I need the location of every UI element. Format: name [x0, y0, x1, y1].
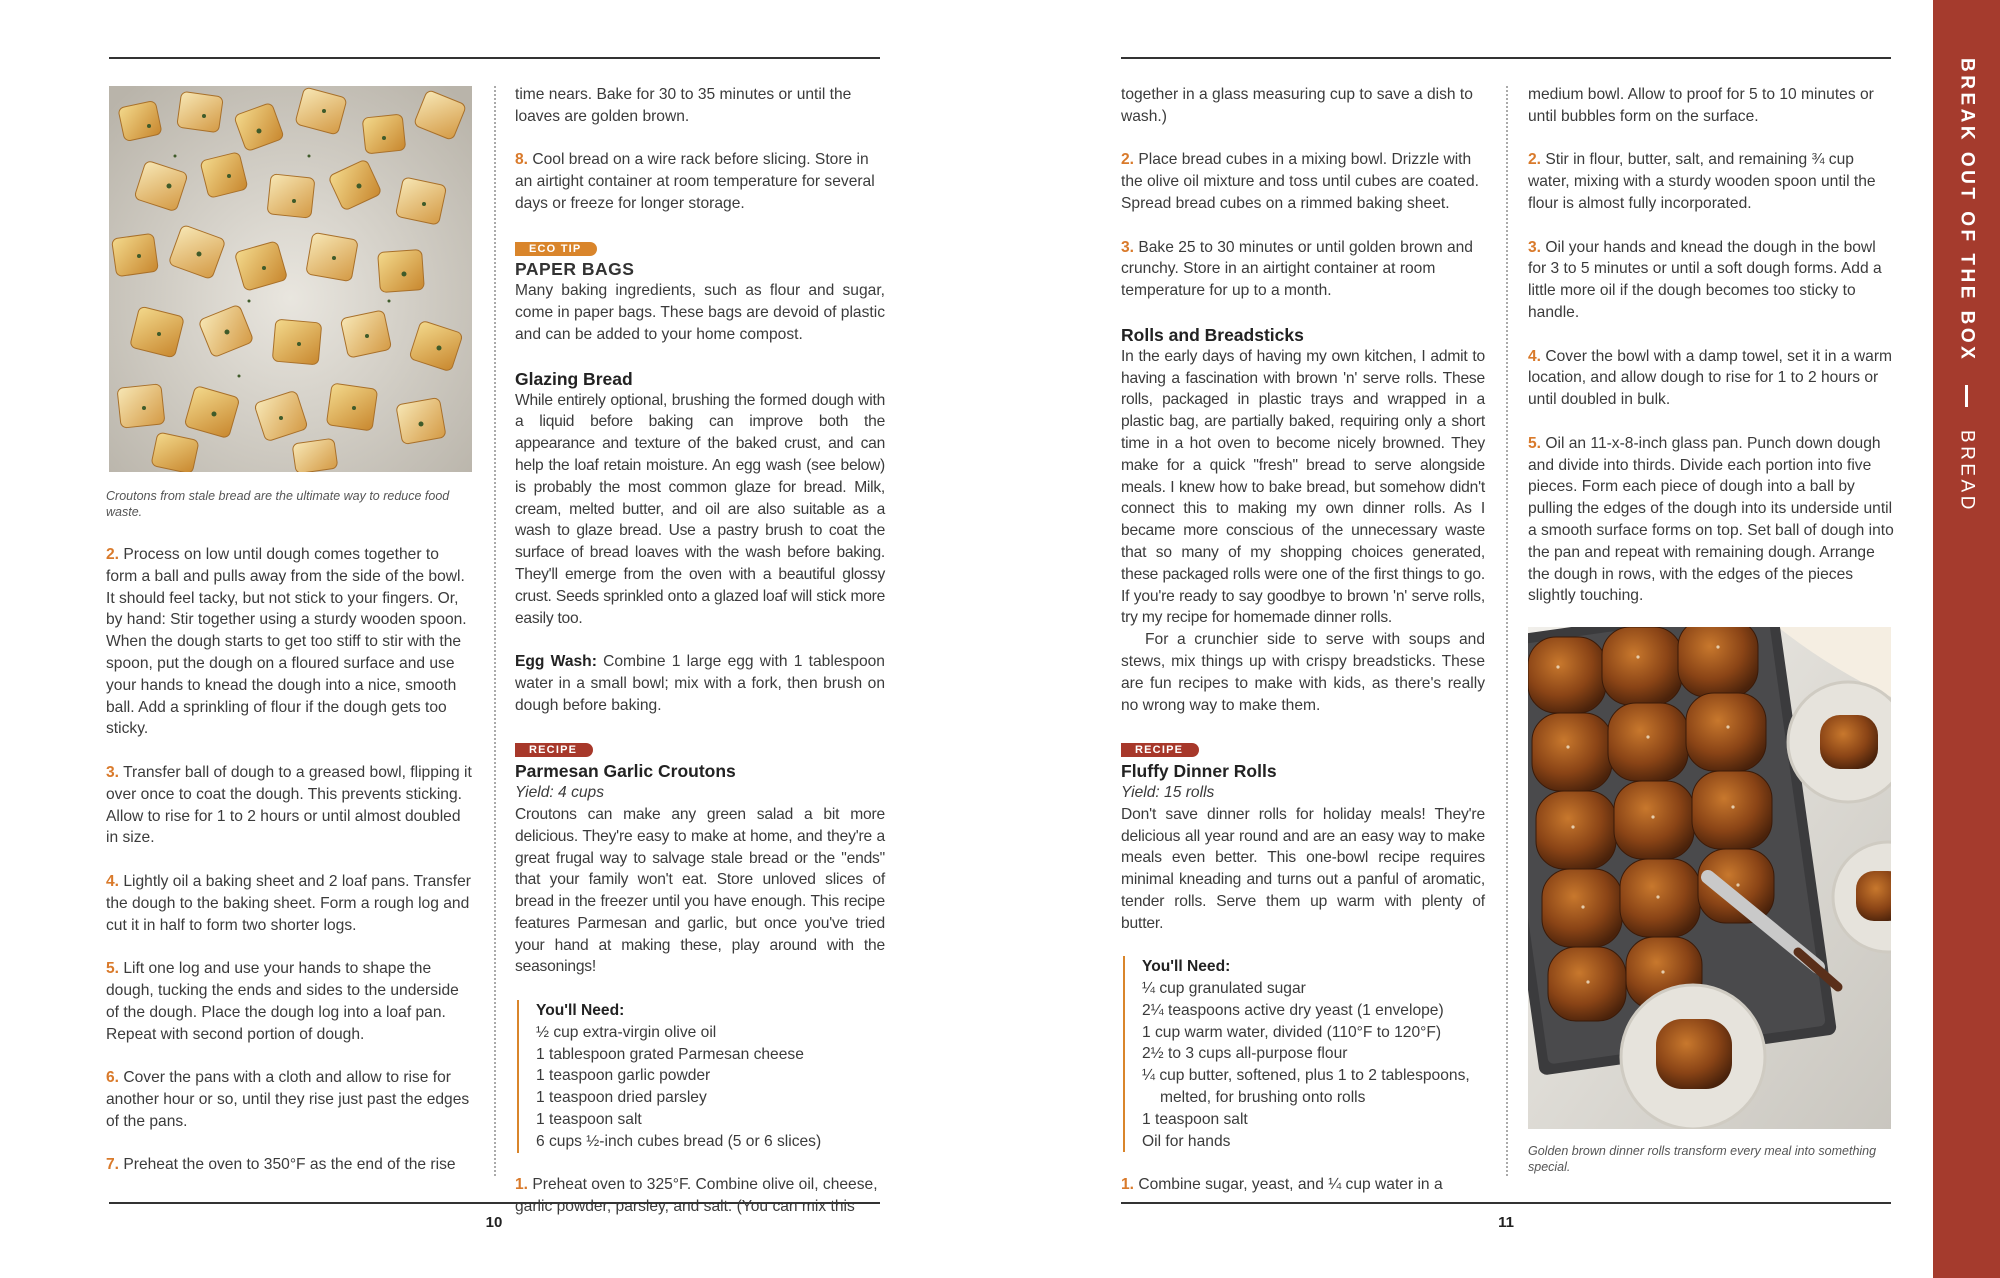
- recipe-title: Fluffy Dinner Rolls: [1121, 760, 1277, 781]
- recipe-title: Parmesan Garlic Croutons: [515, 761, 736, 782]
- ingredient-item: 6 cups ½-inch cubes bread (5 or 6 slices): [536, 1132, 822, 1150]
- rolls-breadsticks-p2: For a crunchier side to serve with soups and stews, mix things up with crispy breadsticks. These are fun recipes to make with kids, as there's really no wrong way to make them.: [1121, 631, 1485, 714]
- bread-step-continued: time nears. Bake for 30 to 35 minutes or until the loaves are golden brown.: [515, 86, 852, 125]
- column-divider: [1506, 86, 1508, 1176]
- chapter-sidebar-label: [1956, 58, 1978, 513]
- ingredient-item: 1 teaspoon salt: [1142, 1110, 1248, 1128]
- step-7: 7. Preheat the oven to 350°F as the end of the rise: [106, 1156, 456, 1174]
- column-divider: [494, 86, 496, 1176]
- step-3: 3. Transfer ball of dough to a greased bowl, flipping it over once to coat the dough. This prevents sticking. Allow to rise for 1 to 2 hours or until almost doubled in size.: [106, 763, 472, 847]
- rolls-breadsticks-title: Rolls and Breadsticks: [1121, 324, 1304, 345]
- eco-tip-tag: ECO TIP: [515, 242, 597, 256]
- page-number-left: 10: [485, 1214, 503, 1231]
- ingredient-item: ½ cup extra-virgin olive oil: [536, 1023, 717, 1041]
- recipe-yield: Yield: 4 cups: [515, 784, 605, 802]
- recipe-step-1: 1. Preheat oven to 325°F. Combine olive oil, cheese, garlic powder, parsley, and salt. (You can mix this: [515, 1176, 878, 1216]
- ingredients-list: [517, 1000, 885, 1153]
- step-3: 3. Oil your hands and knead the dough in the bowl for 3 to 5 minutes or until a soft dough forms. Add a little more oil if the dough becomes too sticky to handle.: [1528, 238, 1882, 321]
- ingredients-heading: You'll Need:: [536, 1002, 625, 1020]
- rolls-step-continued: medium bowl. Allow to proof for 5 to 10 minutes or until bubbles form on the surface.: [1528, 86, 1874, 125]
- croutons-photo-caption: Croutons from stale bread are the ultimate way to reduce food waste.: [106, 489, 450, 519]
- step-6: 6. Cover the pans with a cloth and allow to rise for another hour or so, until they rise just past the edges of the pans.: [106, 1069, 470, 1130]
- ingredient-item: Oil for hands: [1142, 1132, 1231, 1150]
- rolls-breadsticks-p1: In the early days of having my own kitchen, I admit to having a fascination with brown 'n' serve rolls. These rolls, packaged in plastic trays and wrapped in a plastic bag, are partially baked, requiring only a short time in a hot oven to become nicely browned. They make for a quick "fresh" bread to serve alongside meals. I knew how to bake bread, but somehow didn't connect this to making my own dinner rolls. As I became more conscious of the unnecessary waste that so many of my shopping choices generated, these packaged rolls were one of the first things to go. If you're ready to say goodbye to brown 'n' serve rolls, try my recipe for homemade dinner rolls.: [1121, 347, 1485, 627]
- croutons-illustration: [109, 86, 472, 472]
- ingredient-item: 1 teaspoon garlic powder: [536, 1067, 711, 1085]
- recipe-intro: Croutons can make any green salad a bit more delicious. They're easy to make at home, and they're a great frugal way to salvage stale bread or the "ends" that your family won't eat. Store unloved slices of bread in the freezer until you have enough. This recipe features Parmesan and garlic, but once you've tried your hand at making these, play around with the seasonings!: [515, 805, 885, 976]
- ingredient-item: 1 teaspoon salt: [536, 1111, 642, 1129]
- recipe-yield: Yield: 15 rolls: [1121, 783, 1215, 801]
- step-8: 8. Cool bread on a wire rack before slicing. Store in an airtight container at room temperature for several days or freeze for longer storage.: [515, 151, 875, 212]
- ingredients-list: [1123, 956, 1485, 1152]
- top-rule-right: [1121, 57, 1891, 59]
- sidebar-separator: [1965, 385, 1968, 407]
- ingredient-item: ¼ cup granulated sugar: [1142, 980, 1306, 998]
- egg-wash: Egg Wash: Combine 1 large egg with 1 tablespoon water in a small bowl; mix with a fork, then brush on dough before baking.: [515, 653, 885, 714]
- right-page-column-2: [1528, 84, 1894, 629]
- ingredient-item: melted, for brushing onto rolls: [1160, 1089, 1366, 1107]
- step-5: 5. Lift one log and use your hands to shape the dough, tucking the ends and sides to the underside of the dough. Place the dough log into a loaf pan. Repeat with second portion of dough.: [106, 960, 459, 1043]
- step-5: 5. Oil an 11-x-8-inch glass pan. Punch down dough and divide into thirds. Divide each portion into five pieces. Form each piece of dough into a ball by pulling the edges of the dough into its underside until a smooth surface forms on top. Set ball of dough into the pan and repeat with remaining dough. Arrange the dough in rows, with the edges of the pieces slightly touching.: [1528, 434, 1894, 605]
- croutons-step-continued: together in a glass measuring cup to save a dish to wash.): [1121, 86, 1473, 125]
- dinner-rolls-illustration: [1528, 627, 1891, 1129]
- step-2: 2. Place bread cubes in a mixing bowl. Drizzle with the olive oil mixture and toss until cubes are coated. Spread bread cubes on a rimmed baking sheet.: [1121, 151, 1479, 212]
- recipe-tag: RECIPE: [1121, 743, 1199, 757]
- ingredient-item: 1 tablespoon grated Parmesan cheese: [536, 1045, 804, 1063]
- dinner-rolls-recipe: [1121, 738, 1485, 1196]
- left-page-column-2: [515, 84, 885, 1240]
- chapter-title: BREAK OUT OF THE BOX: [1956, 58, 1978, 363]
- glazing-bread-title: Glazing Bread: [515, 368, 633, 389]
- ingredient-item: 1 cup warm water, divided (110°F to 120°F): [1142, 1023, 1442, 1041]
- chapter-sidebar-tab: [1933, 0, 2000, 1278]
- step-4: 4. Lightly oil a baking sheet and 2 loaf pans. Transfer the dough to the baking sheet. Form a rough log and cut it in half to form two shorter logs.: [106, 872, 471, 934]
- step-4: 4. Cover the bowl with a damp towel, set it in a warm location, and allow dough to rise for 1 to 2 hours or until doubled in bulk.: [1528, 347, 1893, 409]
- chapter-subsection: BREAD: [1956, 429, 1978, 513]
- left-page-column-1: [106, 544, 474, 1198]
- rolls-breadsticks-section: [1121, 324, 1485, 717]
- eco-tip: [515, 237, 885, 346]
- ingredient-item: ¼ cup butter, softened, plus 1 to 2 tablespoons,: [1142, 1067, 1470, 1085]
- glazing-bread-section: [515, 368, 885, 630]
- recipe-step-1: 1. Combine sugar, yeast, and ¼ cup water in a: [1121, 1176, 1443, 1194]
- croutons-photo: [109, 86, 472, 472]
- glazing-bread-body: While entirely optional, brushing the formed dough with a liquid before baking can improve both the appearance and texture of the baked crust, and can help the loaf retain moisture. An egg wash (see below) is probably the most common glaze for bread. Milk, cream, melted butter, and oil are also suitable as a wash to glaze bread. Use a pastry brush to coat the surface of bread loaves with the wash before baking. They'll emerge from the oven with a beautiful glossy crust. Seeds sprinkled onto a glazed loaf will stick more easily too.: [515, 391, 885, 627]
- recipe-intro: Don't save dinner rolls for holiday meals! They're delicious all year round and are an easy way to make meals even better. This one-bowl recipe requires minimal kneading and turns out a panful of aromatic, tender rolls. Serve them up warm with plenty of butter.: [1121, 805, 1485, 932]
- dinner-rolls-photo: [1528, 627, 1891, 1129]
- ingredient-item: 2½ to 3 cups all-purpose flour: [1142, 1045, 1348, 1063]
- step-2: 2. Stir in flour, butter, salt, and remaining ¾ cup water, mixing with a sturdy wooden spoon until the flour is almost fully incorporated.: [1528, 151, 1876, 212]
- top-rule-left: [109, 57, 880, 59]
- croutons-recipe: [515, 738, 885, 1218]
- recipe-tag: RECIPE: [515, 743, 593, 757]
- step-2: 2. Process on low until dough comes together to form a ball and pulls away from the side of the bowl. It should feel tacky, but not stick to your fingers. Or, by hand: Stir together using a sturdy wooden spoon. When the dough starts to get too stiff to stir with the spoon, put the dough on a floured surface and use your hands to knead the dough into a nice, smooth ball. Add a sprinkling of flour if the dough gets too sticky.: [106, 546, 467, 738]
- step-3: 3. Bake 25 to 30 minutes or until golden brown and crunchy. Store in an airtight container at room temperature for up to a month.: [1121, 238, 1473, 300]
- ingredient-item: 2¼ teaspoons active dry yeast (1 envelope): [1142, 1001, 1444, 1019]
- ingredients-heading: You'll Need:: [1142, 958, 1231, 976]
- right-page-column-1: [1121, 84, 1485, 1218]
- ingredient-item: 1 teaspoon dried parsley: [536, 1089, 707, 1107]
- eco-tip-title: PAPER BAGS: [515, 259, 635, 280]
- page-number-right: 11: [1498, 1214, 1514, 1231]
- eco-tip-body: Many baking ingredients, such as flour and sugar, come in paper bags. These bags are devoid of plastic and can be added to your home compost.: [515, 282, 885, 343]
- dinner-rolls-photo-caption: Golden brown dinner rolls transform every meal into something special.: [1528, 1144, 1877, 1174]
